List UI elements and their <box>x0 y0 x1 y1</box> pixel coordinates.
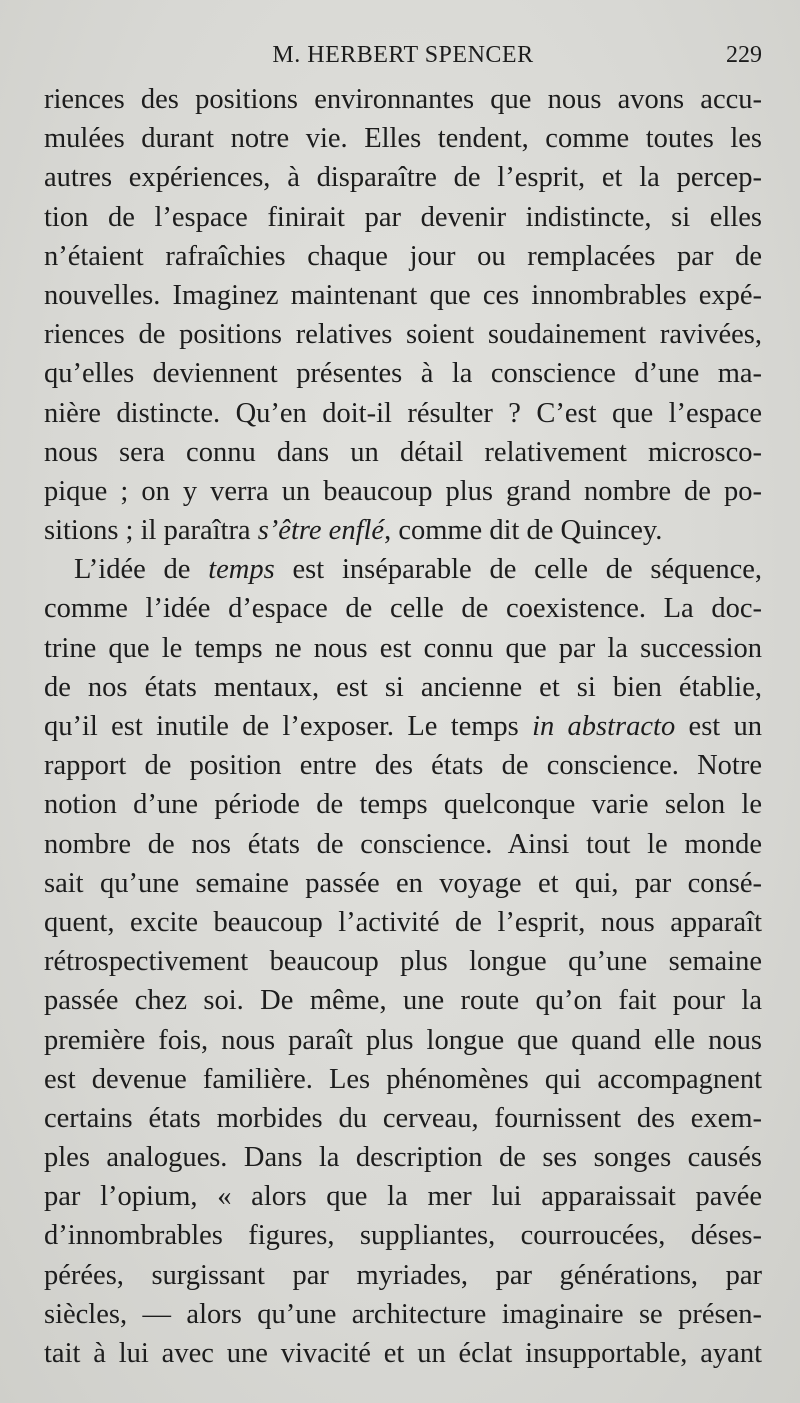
text-line-10: nous sera connu dans un détail relativement microsco- <box>44 436 762 468</box>
text-line-21: sait qu’une semaine passée en voyage et qui, par consé- <box>44 867 762 899</box>
italic-phrase: in abstracto <box>532 711 676 742</box>
text-segment: est un <box>675 711 762 742</box>
text-line-24: passée chez soi. De même, une route qu’on fait pour la <box>44 985 762 1017</box>
running-title: M. HERBERT SPENCER <box>272 42 534 68</box>
text-line-20: nombre de nos états de conscience. Ainsi tout le monde <box>44 828 762 860</box>
text-line-7: riences de positions relatives soient soudainement ravivées, <box>44 319 762 351</box>
text-line-18: rapport de position entre des états de conscience. Notre <box>44 750 762 782</box>
text-line-17 <box>44 707 762 746</box>
text-line-23: rétrospectivement beaucoup plus longue qu’une semaine <box>44 946 762 978</box>
page-number: 229 <box>726 42 762 68</box>
text-line-31: pérées, surgissant par myriades, par générations, par <box>44 1259 762 1291</box>
text-line-6: nouvelles. Imaginez maintenant que ces innombrables expé- <box>44 279 762 311</box>
body-text <box>44 80 762 1373</box>
text-line-4: tion de l’espace finirait par devenir indistincte, si elles <box>44 201 762 233</box>
text-segment: , comme dit de Quincey. <box>384 515 663 547</box>
text-segment: qu’il est inutile de l’exposer. Le temps <box>44 711 533 742</box>
text-line-3: autres expériences, à disparaître de l’esprit, et la percep- <box>44 162 762 194</box>
text-line-26: est devenue familière. Les phénomènes qui accompagnent <box>44 1063 762 1095</box>
text-line-5: n’étaient rafraîchies chaque jour ou remplacées par de <box>44 240 762 272</box>
italic-phrase: temps <box>208 554 275 586</box>
text-line-29: par l’opium, « alors que la mer lui apparaissait pavée <box>44 1181 762 1213</box>
text-line-15: trine que le temps ne nous est connu que par la succession <box>44 632 762 664</box>
text-line-33: tait à lui avec une vivacité et un éclat insupportable, ayant <box>44 1338 762 1369</box>
text-line-16: de nos états mentaux, est si ancienne et si bien établie, <box>44 671 762 703</box>
text-line-2: mulées durant notre vie. Elles tendent, comme toutes les <box>44 123 762 155</box>
text-line-8: qu’elles deviennent présentes à la conscience d’une ma- <box>44 358 762 390</box>
italic-phrase: s’être enflé <box>257 515 385 547</box>
text-segment: L’idée de <box>74 554 209 586</box>
text-line-27: certains états morbides du cerveau, fournissent des exem- <box>44 1102 762 1134</box>
text-line-22: quent, excite beaucoup l’activité de l’esprit, nous apparaît <box>44 906 762 938</box>
text-line-25: première fois, nous paraît plus longue que quand elle nous <box>44 1024 762 1056</box>
text-segment: est inséparable de celle de séquence, <box>274 554 762 586</box>
running-head <box>44 38 762 72</box>
text-line-13 <box>44 550 762 589</box>
text-line-12 <box>44 511 762 550</box>
text-segment: sitions ; il paraîtra <box>44 515 258 547</box>
text-line-9: nière distincte. Qu’en doit-il résulter ? C’est que l’espace <box>44 397 762 429</box>
text-line-11: pique ; on y verra un beaucoup plus grand nombre de po- <box>44 475 762 507</box>
text-line-32: siècles, — alors qu’une architecture imaginaire se présen- <box>44 1298 762 1330</box>
text-line-1: riences des positions environnantes que nous avons accu- <box>44 84 762 115</box>
text-line-28: ples analogues. Dans la description de ses songes causés <box>44 1142 762 1174</box>
text-line-19: notion d’une période de temps quelconque varie selon le <box>44 789 762 821</box>
text-line-30: d’innombrables figures, suppliantes, courroucées, déses- <box>44 1220 762 1252</box>
text-line-14: comme l’idée d’espace de celle de coexistence. La doc- <box>44 593 762 625</box>
